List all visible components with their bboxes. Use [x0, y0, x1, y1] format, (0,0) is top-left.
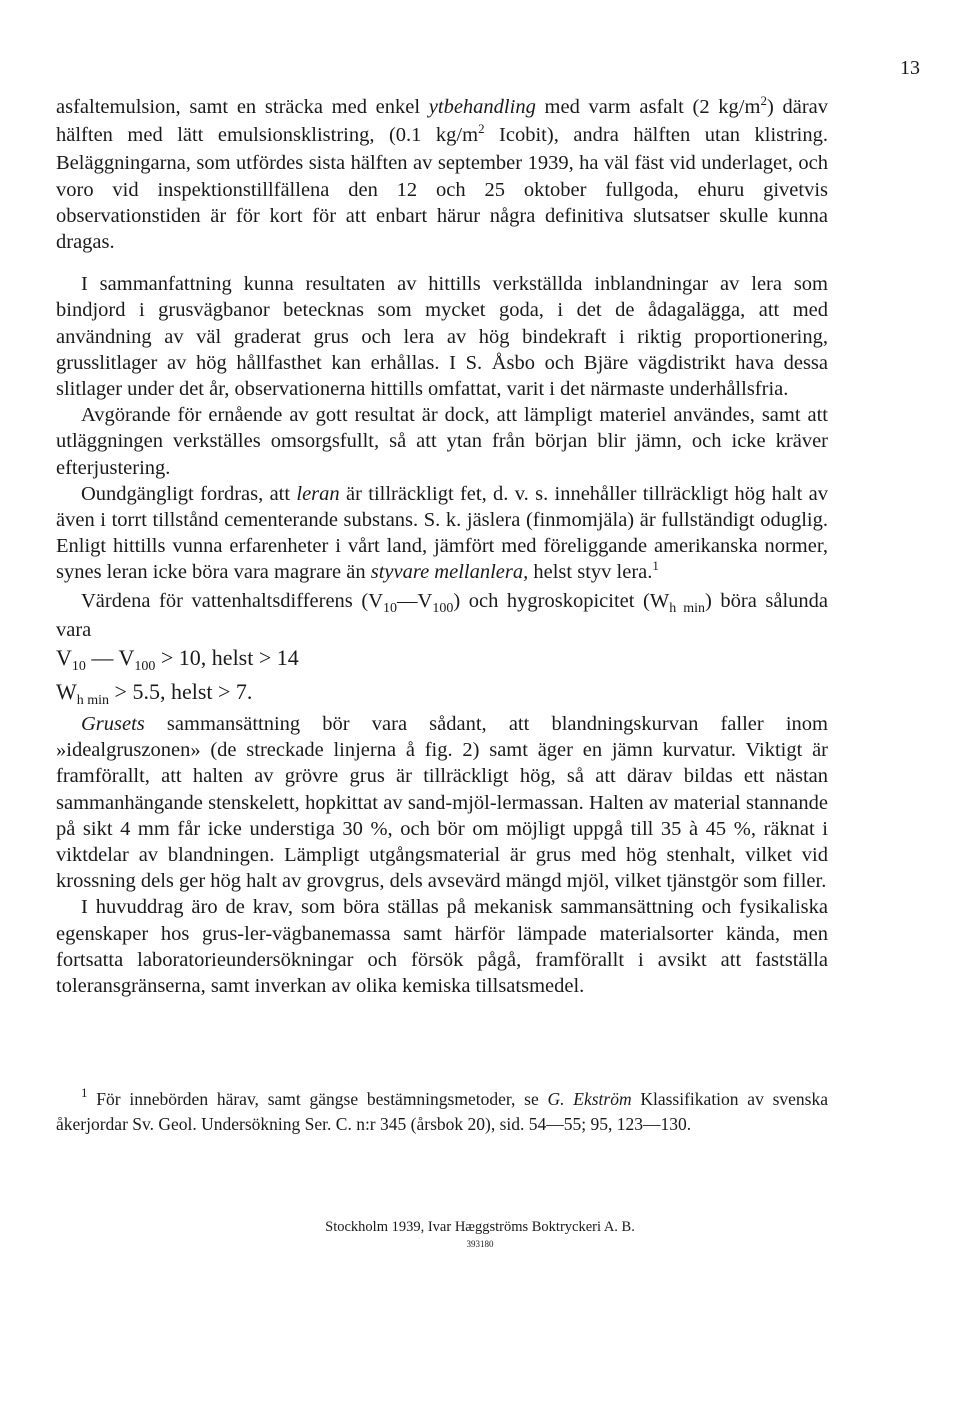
text-run: Icobit), andra hälften utan klistring. Beläggningarna, som utfördes sista hälften av september 1939, ha väl fäst vid underlaget, och voro vid inspektionstillfällena den 12 och 25 oktober fullgoda, ehuru givetvis observationstiden är för kort för att enbart härur några definitiva slutsatser skulle kunna dragas.	[56, 124, 828, 254]
symbol: V	[56, 645, 72, 671]
footnote-marker: 1	[81, 1085, 88, 1100]
paragraph-5	[56, 588, 828, 643]
text-run: Värdena för vattenhaltsdifferens (V	[81, 589, 384, 612]
superscript: 2	[478, 121, 485, 137]
formula-v	[56, 643, 828, 677]
text-run: sammansättning bör vara sådant, att blandningskurvan faller inom »idealgruszonen» (de streckade linjerna å fig. 2) samt äger en jämn kurvatur. Viktigt är framförallt, att halten av grövre grus är tillräckligt hög, så att därav bildas ett nästan sammanhängande stenskelett, hopkittat av sand-mjöl-lermassan. Halten av material stannande på sikt 4 mm får icke understiga 30 %, och bör om möjligt uppgå till 35 à 45 %, räknat i viktdelar av blandningen. Lämpligt utgångsmaterial är grus med hög stenhalt, vilket vid krossning dels ger hög halt av grovgrus, dels avsevärd mängd mjöl, vilket tjänstgör som filler.	[56, 713, 828, 893]
italic-term: styvare mellanlera,	[370, 561, 529, 584]
paragraph-2: I sammanfattning kunna resultaten av hittills verkställda inblandningar av lera som bindjord i grusvägbanor betecknas som mycket goda, i det de ådagalägga, att med användning av väl graderat grus och lera av hög bindekraft i riktig proportionering, grusslitlager av hög hållfasthet kan erhållas. I S. Åsbo och Bjäre vägdistrikt hava dessa slitlager under det år, observationerna hittills omfattat, varit i det närmaste underhållsfria.	[56, 273, 828, 401]
italic-term: ytbehandling	[428, 96, 536, 118]
text-run: > 5.5, helst > 7.	[109, 679, 253, 705]
subscript: 100	[432, 600, 454, 616]
text-run: — V	[85, 645, 135, 671]
subscript: 10	[383, 600, 398, 616]
text-run: ) böra sålunda vara	[56, 589, 829, 641]
page-number: 13	[900, 57, 920, 79]
subscript: h min	[669, 600, 705, 616]
paragraph-4	[56, 481, 828, 588]
text-run: helst styv lera.	[528, 561, 653, 584]
text-run: För innebörden härav, samt gängse bestämningsmetoder, se	[87, 1089, 548, 1109]
subscript: 100	[134, 659, 156, 675]
symbol: W	[56, 679, 77, 705]
text-run: ) därav hälften med lätt emulsionsklistring, (0.1 kg/m	[56, 96, 829, 147]
footnote	[56, 1085, 828, 1135]
subscript: h min	[76, 693, 110, 709]
text-run: med varm asfalt (2 kg/m	[535, 96, 761, 118]
text-run: Klassifikation av svenska åkerjordar Sv. Geol. Undersökning Ser. C. n:r 345 (årsbok 20), sid. 54—55; 95, 123—130.	[56, 1089, 828, 1134]
paragraph-6	[56, 711, 828, 894]
superscript: 2	[760, 93, 767, 108]
print-number: 393180	[466, 1239, 494, 1249]
subscript: 10	[71, 659, 86, 675]
text-run: ) och hygroskopicitet (W	[453, 589, 670, 612]
italic-term: Grusets	[81, 713, 145, 736]
paragraph-3: Avgörande för ernående av gott resultat är dock, att lämpligt materiel användes, samt att utläggningen verkställes omsorgsfullt, så att ytan från början blir jämn, och icke kräver efterjustering.	[56, 404, 828, 479]
italic-term: leran	[296, 482, 340, 505]
text-run: asfaltemulsion, samt en sträcka med enkel	[56, 96, 429, 118]
text-run: är tillräckligt fet, d. v. s. innehåller tillräckligt hög halt av även i torrt tillstånd cementerande substans. S. k. jäslera (finmomjäla) är fullständigt oduglig. Enligt hittills vunna erfarenheter i vårt land, jämfört med föreliggande amerikanska normer, synes leran icke böra vara magrare än	[56, 482, 828, 584]
italic-term: G. Ekström	[547, 1089, 632, 1109]
body-text	[56, 94, 828, 999]
text-run: > 10, helst > 14	[155, 645, 299, 671]
text-run: —V	[397, 589, 433, 612]
imprint: Stockholm 1939, Ivar Hæggströms Boktryckeri A. B.	[325, 1219, 635, 1235]
text-run: Oundgängligt fordras, att	[81, 482, 297, 505]
paragraph-7: I huvuddrag äro de krav, som böra ställas på mekanisk sammansättning och fysikaliska egenskaper hos grus-ler-vägbanemassa samt härför lämpade materialsorter kända, men fortsatta laboratorieundersökningar och försök pågå, framförallt i avsikt att fastställa toleransgränserna, samt inverkan av olika kemiska tillsatsmedel.	[56, 896, 828, 998]
footnote-ref: 1	[652, 558, 659, 574]
formula-w	[56, 677, 828, 711]
paragraph-1	[56, 94, 828, 255]
